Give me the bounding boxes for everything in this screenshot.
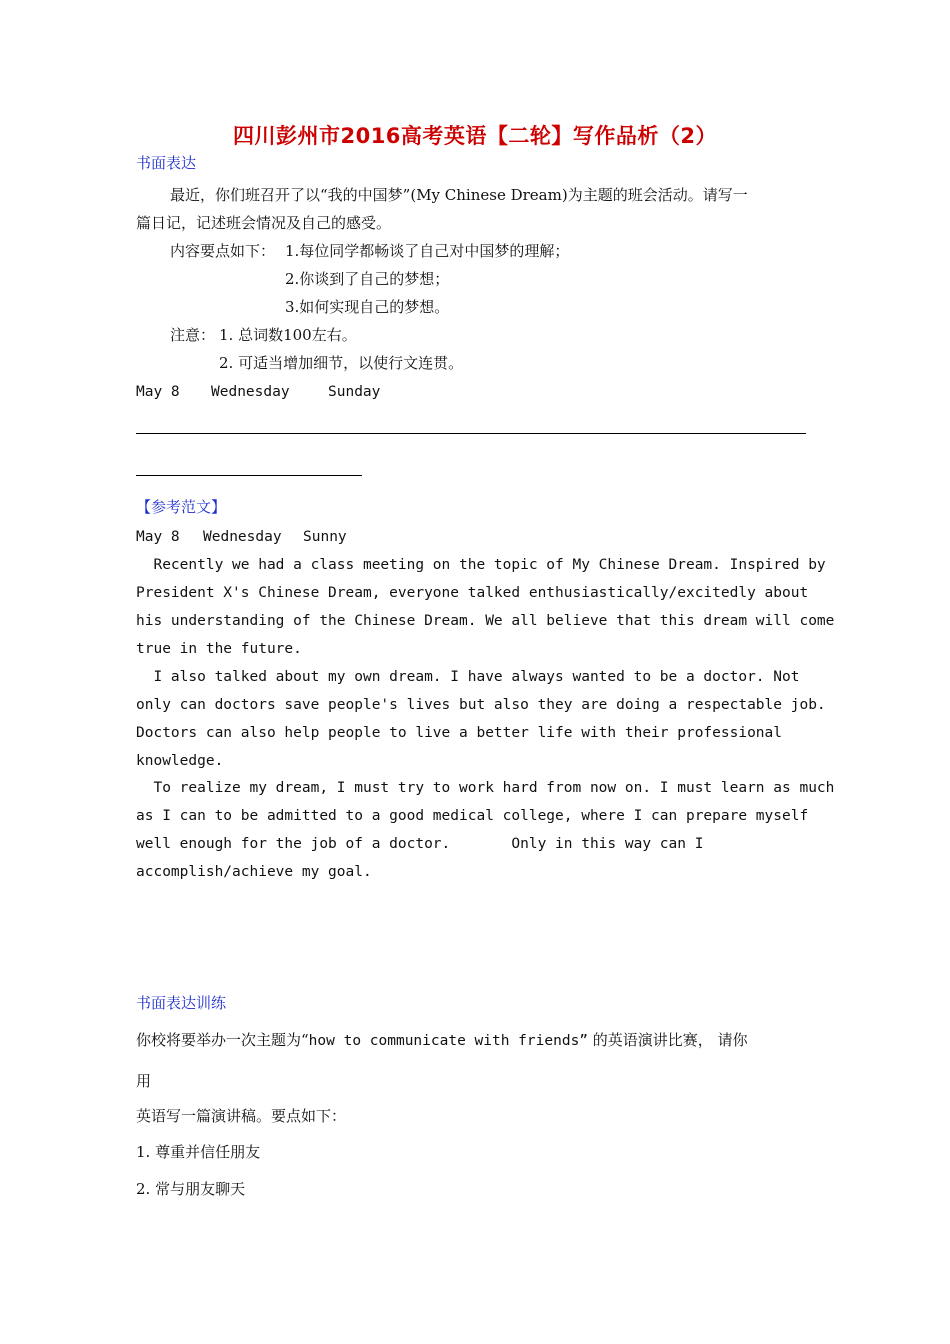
training-prompt-part: 的英语演讲比赛， 请你 <box>588 1031 748 1049</box>
point-item: 1.每位同学都畅谈了自己对中国梦的理解； <box>285 242 570 260</box>
training-prompt-line-1 <box>136 1029 748 1050</box>
note-item: 1. 总词数100左右。 <box>219 326 357 344</box>
prompt-line-2: 篇日记，记述班会情况及自己的感受。 <box>136 214 392 232</box>
essay-line: knowledge. <box>136 753 224 769</box>
essay-line: I also talked about my own dream. I have always wanted to be a doctor. Not <box>136 669 800 685</box>
diary-weather: Sunday <box>328 384 381 400</box>
essay-date: May 8 <box>136 529 180 545</box>
essay-line: President X's Chinese Dream, everyone talked enthusiastically/excitedly about <box>136 585 809 601</box>
points-intro: 内容要点如下： <box>170 242 276 260</box>
training-prompt-part: 你校将要举办一次主题为“ <box>136 1031 309 1049</box>
essay-line: as I can to be admitted to a good medical college, where I can prepare myself <box>136 808 809 824</box>
training-prompt-line-3: 英语写一篇演讲稿。要点如下： <box>136 1107 347 1125</box>
essay-weather: Sunny <box>303 529 347 545</box>
essay-line: true in the future. <box>136 641 302 657</box>
answer-line <box>136 433 806 434</box>
training-point-item: 1. 尊重并信任朋友 <box>136 1143 261 1161</box>
essay-weekday: Wednesday <box>203 529 282 545</box>
section-heading-training: 书面表达训练 <box>136 994 227 1012</box>
training-prompt-line-2: 用 <box>136 1072 152 1090</box>
prompt-line-1: 最近，你们班召开了以“我的中国梦”(My Chinese Dream)为主题的班会活动。请写一 <box>170 186 748 204</box>
essay-line: To realize my dream, I must try to work hard from now on. I must learn as much <box>136 780 835 796</box>
essay-line: Doctors can also help people to live a better life with their professional <box>136 725 783 741</box>
essay-line: accomplish/achieve my goal. <box>136 864 372 880</box>
essay-line: only can doctors save people's lives but also they are doing a respectable job. <box>136 697 826 713</box>
page-title: 四川彭州市2016高考英语【二轮】写作品析（2） <box>232 124 718 148</box>
note-item: 2. 可适当增加细节，以使行文连贯。 <box>219 354 464 372</box>
reference-heading: 【参考范文】 <box>136 498 227 516</box>
answer-line-short <box>136 475 362 476</box>
section-heading-writing: 书面表达 <box>136 154 197 172</box>
essay-line: his understanding of the Chinese Dream. We all believe that this dream will come <box>136 613 835 629</box>
diary-date: May 8 <box>136 384 180 400</box>
training-prompt-topic: how to communicate with friends” <box>308 1033 589 1049</box>
notes-intro: 注意： <box>170 326 216 344</box>
essay-line: well enough for the job of a doctor. Only in this way can I <box>136 836 704 852</box>
training-point-item: 2. 常与朋友聊天 <box>136 1180 246 1198</box>
diary-weekday: Wednesday <box>211 384 290 400</box>
essay-line: Recently we had a class meeting on the topic of My Chinese Dream. Inspired by <box>136 557 826 573</box>
point-item: 2.你谈到了自己的梦想； <box>285 270 450 288</box>
point-item: 3.如何实现自己的梦想。 <box>285 298 450 316</box>
